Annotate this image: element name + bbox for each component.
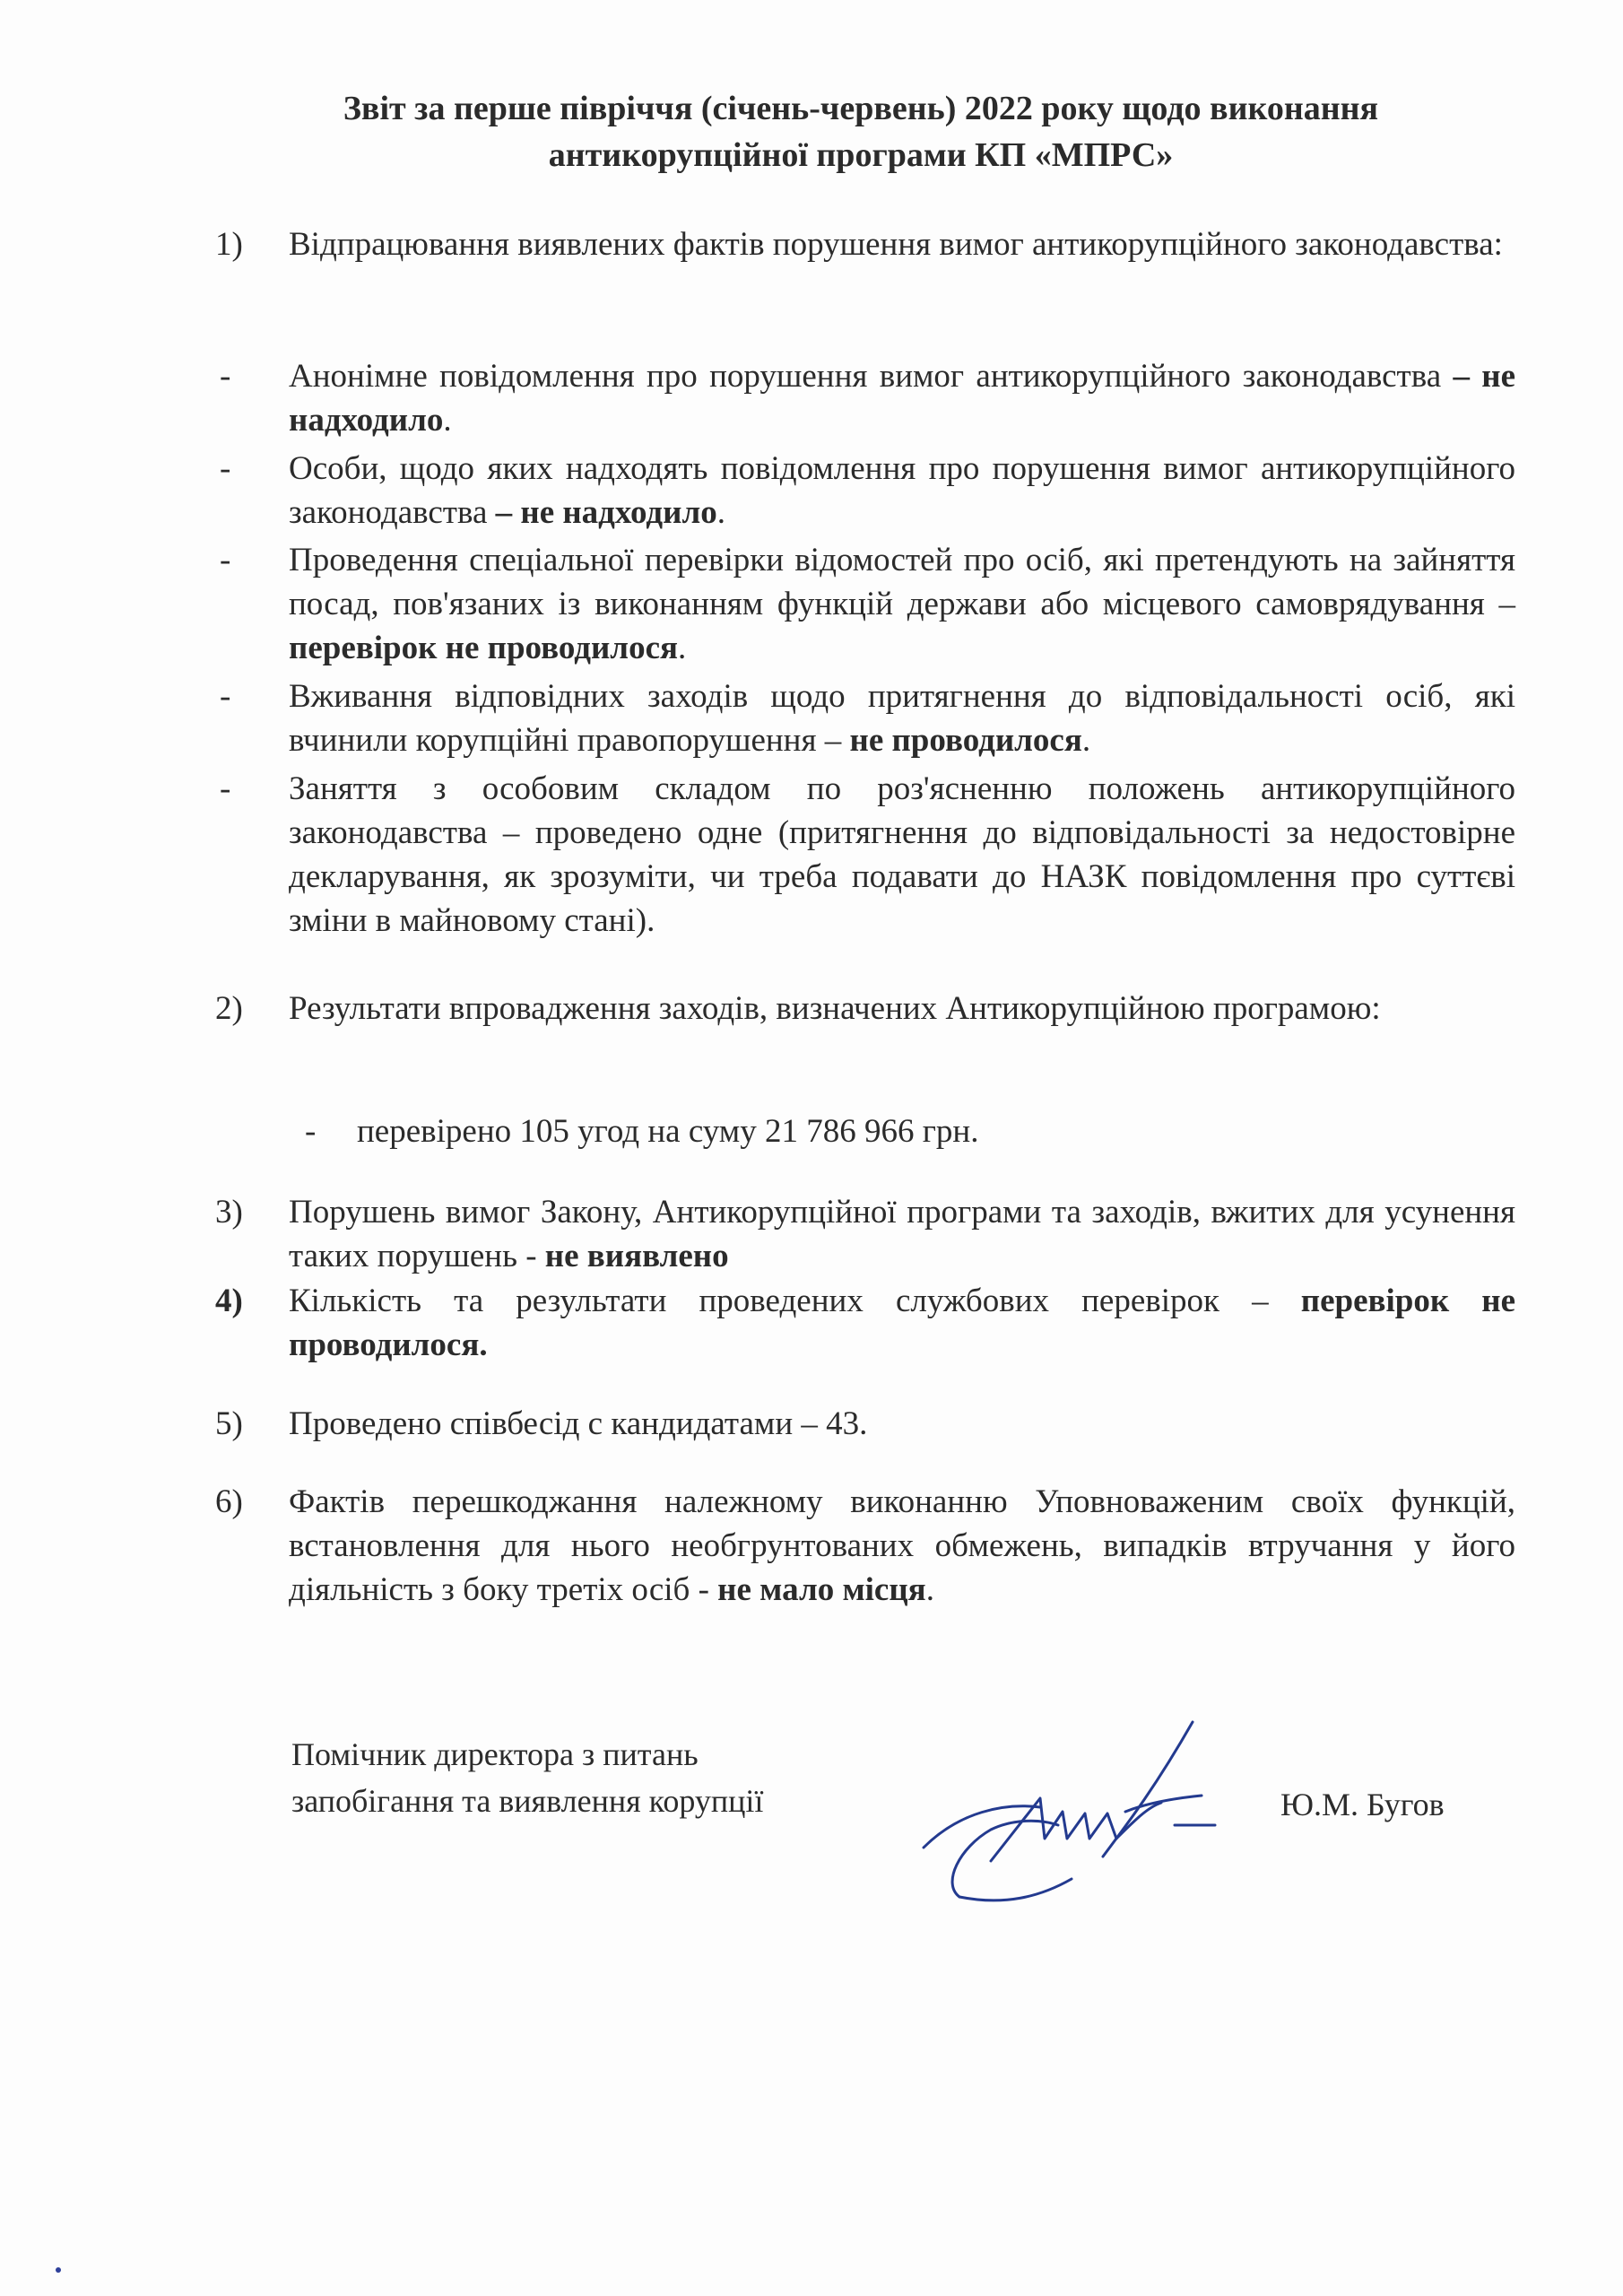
- item-marker: -: [220, 770, 231, 807]
- item-text: Проведення спеціальної перевірки відомостей про осіб, які претендують на зайняття посад, пов'язаних із виконанням функцій держави або місцевого самоврядування –: [289, 542, 1515, 622]
- item-marker: 3): [215, 1194, 243, 1231]
- item-marker: 6): [215, 1483, 243, 1520]
- item-marker: 2): [215, 990, 243, 1027]
- item-4: [215, 1279, 1515, 1367]
- item-marker: 1): [215, 226, 243, 263]
- item-dash-3: - Проведення спеціальної перевірки відомостей про осіб, які претендують на зайняття посад, пов'язаних із виконанням функцій держави або місцевого самоврядування – перевірок не проводилося.: [215, 538, 1515, 670]
- item-result: – не надходило: [289, 358, 1515, 439]
- item-marker: -: [305, 1113, 317, 1150]
- item-text: Заняття з особовим складом по роз'ясненню положень антикорупційного законодавства – проведено одне (притягнення до відповідальності за недостовірне декларування, як зрозуміти, чи треба подавати до НАЗК повідомлення про суттєві зміни в майновому стані).: [289, 770, 1515, 939]
- item-marker: -: [220, 542, 231, 578]
- signatory-role: Помічник директора з питань запобігання та виявлення корупції: [291, 1736, 764, 1819]
- title-line-2: антикорупційної програми КП «МПРС»: [548, 136, 1174, 174]
- title-line-1: Звіт за перше півріччя (січень-червень) 2022 року щодо виконання: [343, 90, 1379, 127]
- item-text: Кількість та результати проведених службових перевірок –: [289, 1283, 1269, 1319]
- item-text: Порушень вимог Закону, Антикорупційної програми та заходів, вжитих для усунення таких порушень -: [289, 1194, 1515, 1274]
- item-text: Вживання відповідних заходів щодо притягнення до відповідальності осіб, які вчинили корупційні правопорушення –: [289, 678, 1515, 759]
- item-dash-2: - Особи, щодо яких надходять повідомлення про порушення вимог антикорупційного законодавства – не надходило.: [215, 447, 1515, 535]
- item-2-sub: [305, 1109, 1471, 1153]
- item-text: Фактів перешкоджання належному виконанню Уповноваженим своїх функцій, встановлення для нього необгрунтованих обмежень, випадків втручання у його діяльність з боку третіх осіб -: [289, 1483, 1515, 1608]
- item-6: 6) Фактів перешкоджання належному виконанню Уповноваженим своїх функцій, встановлення для нього необгрунтованих обмежень, випадків втручання у його діяльність з боку третіх осіб - не мало місця.: [215, 1480, 1515, 1612]
- item-text: Особи, щодо яких надходять повідомлення про порушення вимог антикорупційного законодавства: [289, 450, 1515, 531]
- item-marker: -: [220, 678, 231, 715]
- item-text: перевірено 105 угод на суму 21 786 966 грн.: [357, 1113, 979, 1150]
- item-2: [215, 987, 1515, 1031]
- item-dash-1: - Анонімне повідомлення про порушення вимог антикорупційного законодавства – не надходило.: [215, 354, 1515, 442]
- signatory-name: Ю.М. Бугов: [1280, 1787, 1445, 1822]
- item-result: не мало місця: [717, 1571, 926, 1608]
- item-text: Анонімне повідомлення про порушення вимог антикорупційного законодавства: [289, 358, 1442, 395]
- item-result: перевірок не проводилося: [289, 630, 679, 666]
- item-text: Результати впровадження заходів, визначених Антикорупційною програмою:: [289, 990, 1381, 1027]
- item-result: перевірок не проводилося.: [289, 1283, 1516, 1363]
- handwritten-signature: [906, 1713, 1264, 1919]
- document-title: [206, 85, 1515, 178]
- item-marker: 5): [215, 1405, 243, 1442]
- item-1: [215, 222, 1515, 266]
- item-dash-4: - Вживання відповідних заходів щодо притягнення до відповідальності осіб, які вчинили корупційні правопорушення – не проводилося.: [215, 674, 1515, 762]
- item-result: – не надходило: [495, 494, 717, 531]
- item-dash-5: [215, 767, 1515, 943]
- item-text: Проведено співбесід с кандидатами – 43.: [289, 1405, 868, 1442]
- item-text: Відпрацювання виявлених фактів порушення вимог антикорупційного законодавства:: [289, 226, 1503, 263]
- item-marker: -: [220, 450, 231, 487]
- item-result: не проводилося: [849, 722, 1082, 759]
- item-result: не виявлено: [544, 1238, 729, 1274]
- scan-dot: [56, 2267, 61, 2273]
- item-5: [215, 1402, 1515, 1446]
- item-3: [215, 1190, 1515, 1278]
- item-marker: 4): [215, 1283, 243, 1319]
- item-marker: -: [220, 358, 231, 395]
